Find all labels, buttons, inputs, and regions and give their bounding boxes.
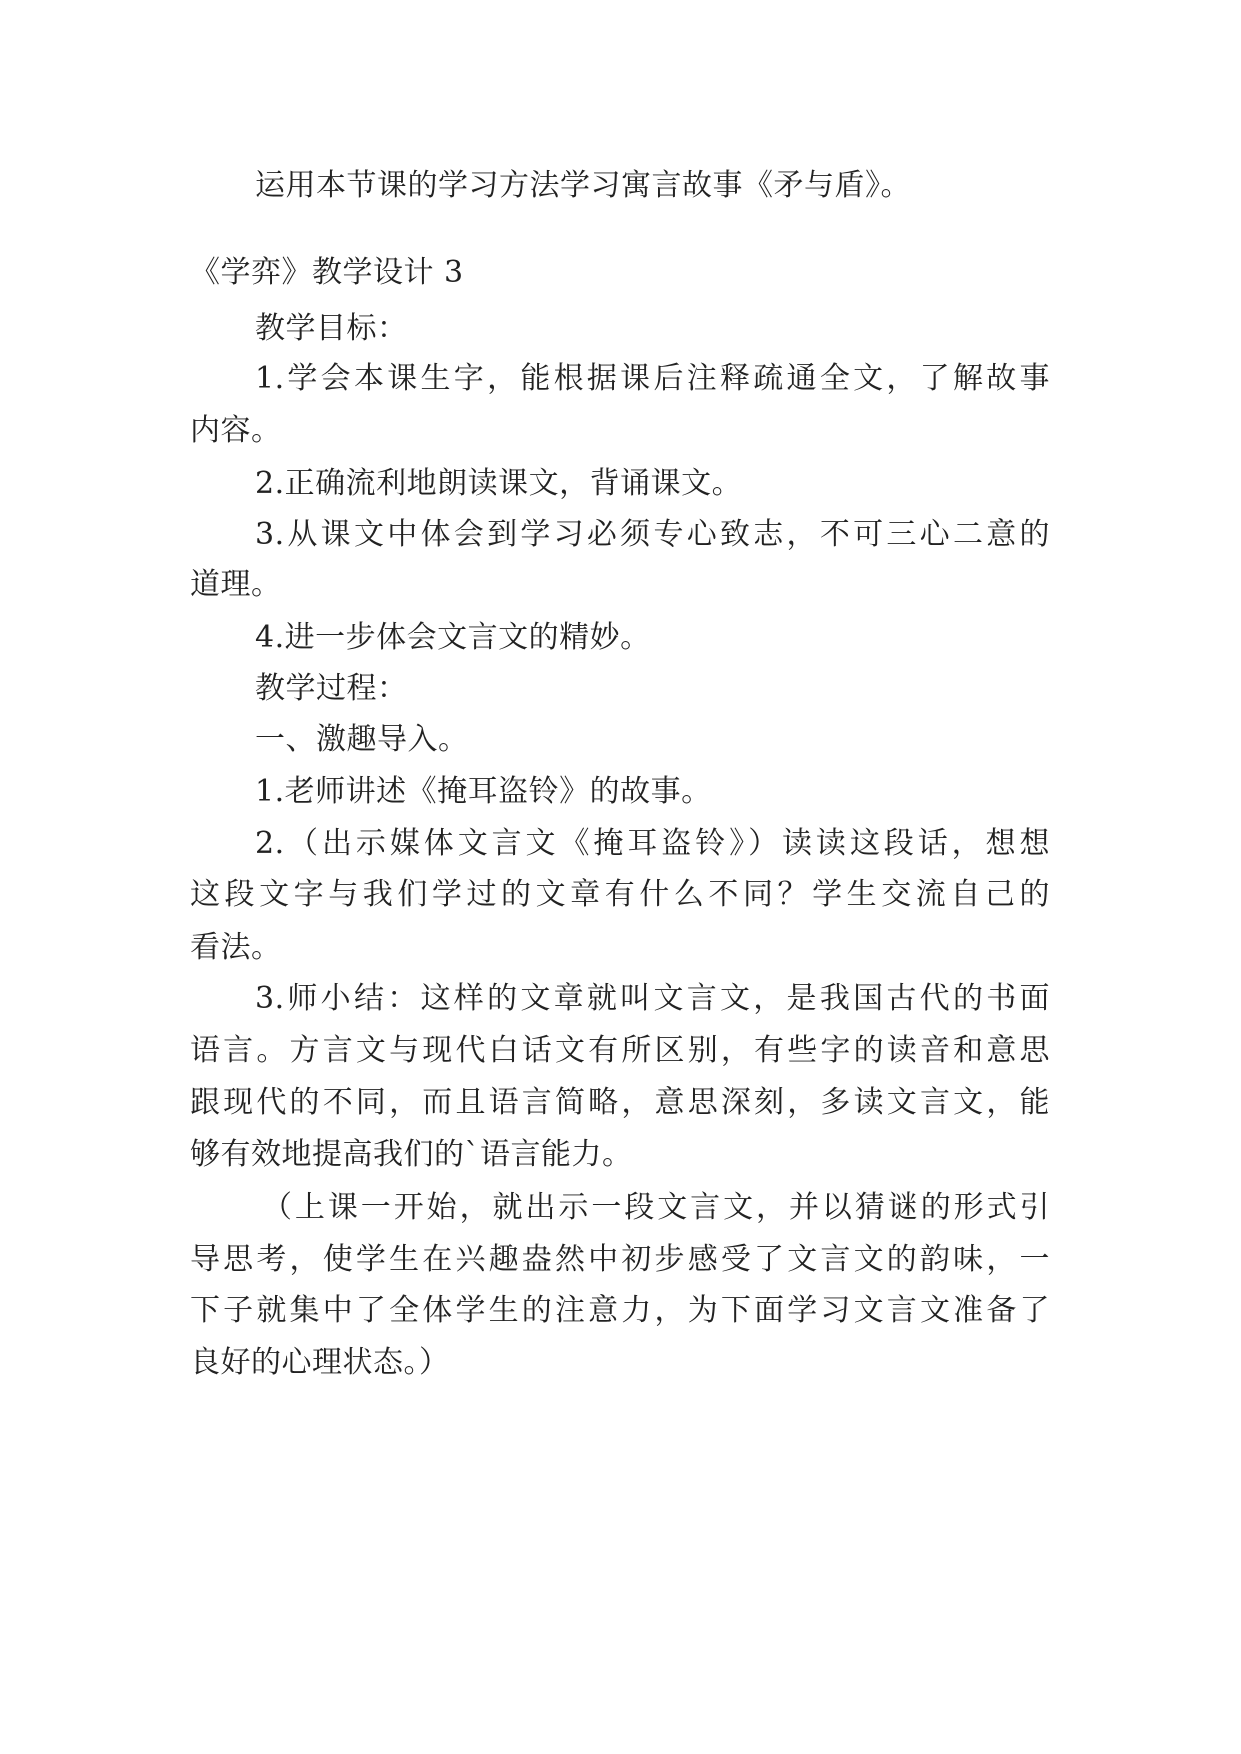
teaching-process-heading: 教学过程： xyxy=(255,671,408,706)
step-3-line-3: 跟现代的不同，而且语言简略，意思深刻，多读文言文，能 xyxy=(190,1085,1050,1120)
step-3-line-1: 3.师小结：这样的文章就叫文言文，是我国古代的书面 xyxy=(255,981,1050,1016)
closing-exercise-line: 运用本节课的学习方法学习寓言故事《矛与盾》。 xyxy=(255,168,911,203)
teaching-objectives-heading: 教学目标： xyxy=(255,311,408,346)
objective-4: 4.进一步体会文言文的精妙。 xyxy=(255,620,651,655)
comment-line-4: 良好的心理状态。） xyxy=(190,1345,450,1380)
section-title: 《学弈》教学设计 3 xyxy=(190,255,464,290)
step-2-line-2: 这段文字与我们学过的文章有什么不同？学生交流自己的 xyxy=(190,877,1050,912)
comment-line-3: 下子就集中了全体学生的注意力，为下面学习文言文准备了 xyxy=(190,1293,1050,1328)
comment-line-2: 导思考，使学生在兴趣盎然中初步感受了文言文的韵味，一 xyxy=(190,1242,1050,1277)
step-one-heading: 一、激趣导入。 xyxy=(255,722,469,757)
step-2-line-3: 看法。 xyxy=(190,930,282,965)
step-2-line-1: 2.（出示媒体文言文《掩耳盗铃》）读读这段话，想想 xyxy=(255,826,1050,861)
step-1: 1.老师讲述《掩耳盗铃》的故事。 xyxy=(255,774,712,809)
step-3-line-2: 语言。方言文与现代白话文有所区别，有些字的读音和意思 xyxy=(190,1033,1050,1068)
comment-line-1: （上课一开始，就出示一段文言文，并以猜谜的形式引 xyxy=(262,1190,1050,1225)
objective-3-line-2: 道理。 xyxy=(190,567,282,602)
objective-3-line-1: 3.从课文中体会到学习必须专心致志，不可三心二意的 xyxy=(255,517,1050,552)
objective-1-line-2: 内容。 xyxy=(190,413,282,448)
objective-2: 2.正确流利地朗读课文，背诵课文。 xyxy=(255,466,743,501)
step-3-line-4: 够有效地提高我们的`语言能力。 xyxy=(190,1137,633,1172)
objective-1-line-1: 1.学会本课生字，能根据课后注释疏通全文，了解故事 xyxy=(255,361,1050,396)
